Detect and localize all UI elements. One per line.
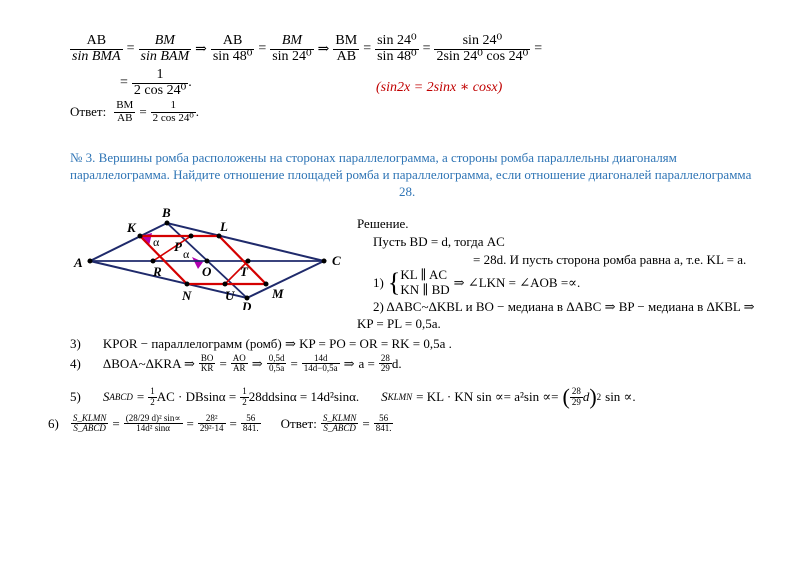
- system-brace: {: [387, 267, 401, 297]
- solution-step-3: 3) KPOR − параллелограмм (ромб) ⇒ KP = PO = OR = RK = 0,5a .: [70, 336, 452, 351]
- point-n: [185, 282, 190, 287]
- fraction-bo-kr: $\frac{BO}{KR}$: [200, 353, 214, 374]
- solution-step-4: 4) ΔBOA~ΔKRA ⇒ $\frac{BO}{KR}$ = $\frac{AO}{AR}$ ⇒ $\frac{0,5d}{0,5a}$ = $\frac{14d}{14d-0,5a}$ ⇒ a = $\frac{28}{29}$ d.: [70, 353, 402, 374]
- fraction-14d: $\frac{14d}{14d-0,5a}$: [303, 353, 338, 374]
- fraction-answer-bm-ab: $\frac{BM}{AB}$: [116, 99, 134, 124]
- solution-step-2: 2) ΔABC~ΔKBL и BO − медиана в ΔABC ⇒ BP − медиана в ΔKBL ⇒: [373, 299, 755, 314]
- identity-note: (sin2x = 2sinx ∗ cosx): [376, 80, 503, 95]
- label-m: M: [272, 286, 284, 301]
- label-a: A: [74, 255, 83, 270]
- label-alpha-k: α: [153, 235, 160, 249]
- point-t: [246, 259, 251, 264]
- label-r: R: [153, 264, 162, 279]
- label-k: K: [127, 220, 136, 235]
- solution-step-1: 1) { KL ∥ AC KN ∥ BD ⇒ ∠LKN = ∠AOB =∝.: [373, 267, 581, 297]
- answer-line-1: Ответ: $\frac{BM}{AB}$ = $\frac{1}{\text{2 cos 24⁰}}$ .: [70, 99, 199, 124]
- fraction-ao-ar: $\frac{AO}{AR}$: [232, 353, 246, 374]
- solution-step-5: 5) S ABCD = $\frac{1}{2}$ AC · DBsinα = $\frac{1}{2}$ 28ddsinα = 14d²sinα. S KLMN = KL · KN sin ∝= a²sin ∝= ( $\frac{28}{29}$ d ) 2 sin ∝.: [70, 384, 636, 409]
- fraction-ab-sin48: $\frac{AB}{\text{sin 48⁰}}$: [212, 33, 253, 64]
- label-l: L: [220, 219, 228, 234]
- fraction-half-1: $\frac{1}{2}$: [150, 386, 155, 407]
- solution-ac-line: = 28d. И пусть сторона ромба равна a, т.е. KL = a.: [473, 252, 747, 267]
- solution-step-6: 6) $\frac{\text{S\_KLMN}}{\text{S\_ABCD}}$ = $\frac{\text{(28/29 d)² sin∝}}{\text{14d² sinα}}$ = $\frac{\text{28²}}{\text{29²·14}}$ = $\frac{56}{841.}$ Ответ: $\frac{\text{S\_KLMN}}{\text{S\_ABCD}}$ = $\frac{56}{841.}$: [48, 413, 392, 434]
- fraction-one-2cos24: $\frac{1}{\text{2 cos 24⁰}}$: [133, 67, 187, 98]
- fraction-28-29-b: $\frac{28}{29}$: [571, 386, 581, 407]
- fraction-ab-sinbma: $\frac{AB}{\text{sin BMA}}$: [72, 33, 121, 64]
- fraction-half-d-half-a: $\frac{0,5d}{0,5a}$: [268, 353, 285, 374]
- geometry-figure: [70, 205, 360, 310]
- point-m: [264, 282, 269, 287]
- fraction-answer-value: $\frac{1}{\text{2 cos 24⁰}}$: [152, 99, 194, 124]
- problem-line-1: № 3. Вершины ромба расположены на сторонах параллелограмма, а стороны ромба параллельны диагоналям: [70, 150, 677, 165]
- label-u: U: [225, 288, 235, 303]
- label-t: T: [240, 264, 248, 279]
- point-l: [217, 234, 222, 239]
- label-n: N: [182, 288, 192, 303]
- point-k: [138, 234, 143, 239]
- label-alpha-o: α: [183, 247, 190, 261]
- second-equation-line: = $\frac{1}{\text{2 cos 24⁰}}$ .: [120, 67, 192, 98]
- fraction-28-29: $\frac{28}{29}$: [380, 353, 390, 374]
- fraction-sin24-double: $\frac{\text{sin 24⁰}}{\text{2sin 24⁰ cos 24⁰}}$: [436, 33, 529, 64]
- point-u: [223, 282, 228, 287]
- fraction-56-841: $\frac{56}{841.}$: [242, 413, 259, 434]
- label-b: B: [162, 205, 171, 220]
- fraction-answer-area-ratio: $\frac{\text{S\_KLMN}}{\text{S\_ABCD}}$: [322, 413, 357, 434]
- system-lines: KL ∥ AC KN ∥ BD: [400, 267, 450, 297]
- point-c: [322, 259, 327, 264]
- label-o: O: [202, 264, 212, 279]
- top-equation: $\frac{AB}{\text{sin BMA}}$ = $\frac{BM}{\text{sin BAM}}$ ⇒ $\frac{AB}{\text{sin 48⁰}}$ = $\frac{BM}{\text{sin 24⁰}}$ ⇒ $\frac{BM}{AB}$ = $\frac{\text{sin 24⁰}}{\text{sin 48⁰}}$ = $\frac{\text{sin 24⁰}}{\text{2sin 24⁰ cos 24⁰}}$ =: [72, 33, 543, 64]
- fraction-bm-sin24: $\frac{BM}{\text{sin 24⁰}}$: [272, 33, 312, 64]
- fraction-answer-56-841: $\frac{56}{841.}$: [375, 413, 392, 434]
- point-b: [165, 221, 170, 226]
- solution-title: Решение.: [357, 216, 409, 231]
- solution-step-2-result: KP = PL = 0,5a.: [357, 316, 441, 331]
- solution-let-line: Пусть BD = d, тогда AC: [373, 234, 505, 249]
- point-r: [151, 259, 156, 264]
- fraction-area-expression: $\frac{\text{(28/29 d)² sin∝}}{\text{14d² sinα}}$: [125, 413, 181, 434]
- point-a: [88, 259, 93, 264]
- label-p: P: [174, 239, 182, 254]
- problem-line-3: 28.: [399, 184, 416, 199]
- point-o: [205, 259, 210, 264]
- label-c: C: [332, 253, 341, 268]
- fraction-half-2: $\frac{1}{2}$: [242, 386, 247, 407]
- fraction-bm-sinbam: $\frac{BM}{\text{sin BAM}}$: [140, 33, 190, 64]
- fraction-bm-ab: $\frac{BM}{AB}$: [335, 33, 358, 64]
- label-d: D: [242, 299, 252, 310]
- fraction-sin24-sin48: $\frac{\text{sin 24⁰}}{\text{sin 48⁰}}$: [377, 33, 417, 64]
- fraction-28sq: $\frac{\text{28²}}{\text{29²·14}}$: [199, 413, 224, 434]
- fraction-area-ratio: $\frac{\text{S\_KLMN}}{\text{S\_ABCD}}$: [72, 413, 107, 434]
- point-p: [189, 234, 194, 239]
- problem-line-2: параллелограмма. Найдите отношение площадей ромба и параллелограмма, если отношение диагоналей параллелограмма: [70, 167, 752, 182]
